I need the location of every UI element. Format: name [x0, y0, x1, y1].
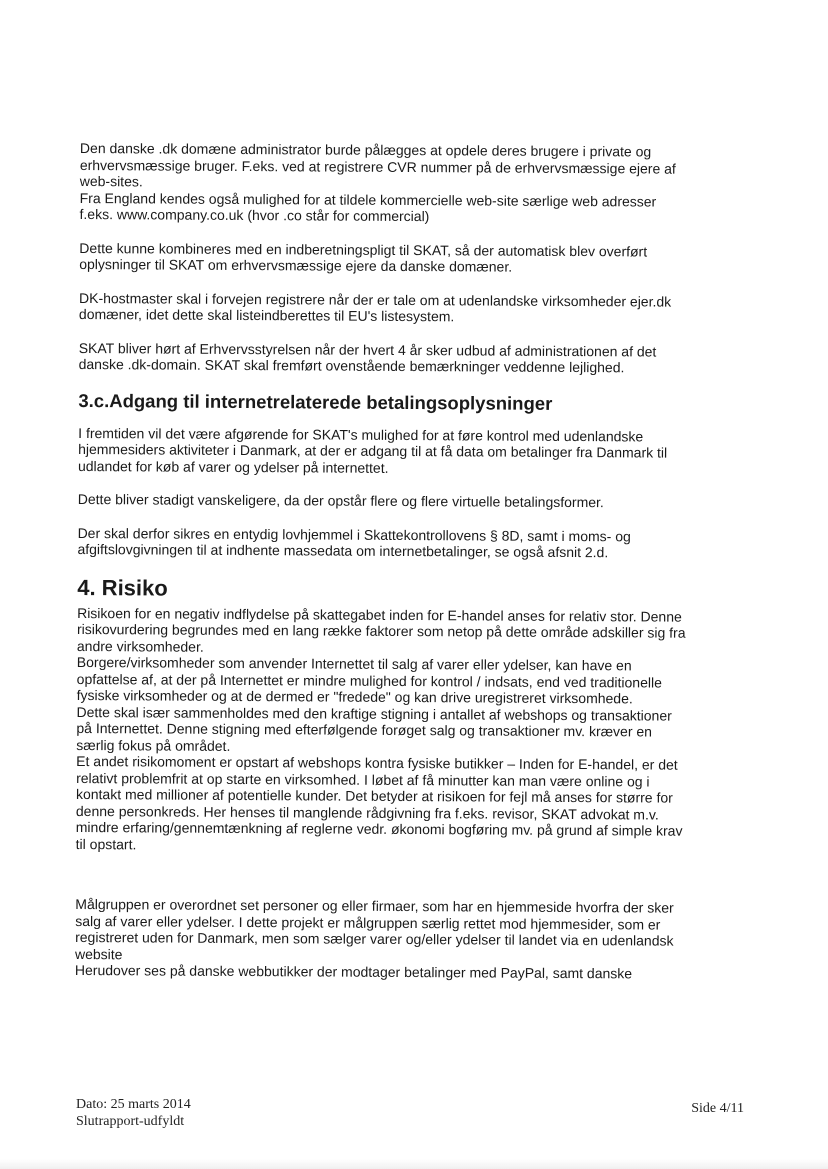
- section-heading-4-risiko: 4. Risiko: [77, 574, 168, 601]
- paragraph-legal-basis: [77, 524, 737, 561]
- paragraph-target-group: [75, 896, 735, 983]
- text-line: SKAT bliver hørt af Erhvervsstyrelsen når der hvert 4 år sker udbud af administrationen af det: [78, 339, 657, 360]
- text-line: Herudover ses på danske webbutikker der modtager betalinger med PayPal, samt danske: [74, 961, 633, 982]
- text-line: fysiske virksomheder og at de dermed er "fredede" og kan drive uregistreret virksomhede.: [76, 686, 633, 707]
- text-line: hjemmesiders aktiviteter i Danmark, at der er adgang til at få data om betalinger fra Danmark til: [78, 440, 668, 461]
- text-line: salg af varer eller ydelser. I dette projekt er målgruppen særlig rettet mod hjemmesider, som er: [75, 912, 661, 933]
- text-line: Målgruppen er overordnet set personer og eller firmaer, som har en hjemmeside hvorfra der sker: [75, 895, 674, 916]
- text-line: Dette kunne kombineres med en indberetningspligt til SKAT, så der automatisk blev overført: [79, 239, 648, 259]
- paragraph-dk-hostmaster: [79, 289, 739, 326]
- text-line: web-sites.: [79, 172, 143, 190]
- paragraph-dk-domain-administrator: [79, 140, 739, 227]
- text-line: særlig fokus på området.: [76, 736, 231, 754]
- text-line: I fremtiden vil det være afgørende for SKAT's mulighed for at føre kontrol med udenlandske: [78, 424, 644, 444]
- text-line: kontakt med millioner af potentielle kunder. Det betyder at risikoen for fejl må anses for større for: [75, 785, 673, 806]
- text-line: Den danske .dk domæne administrator burde pålægges at opdele deres brugere i private og: [79, 140, 652, 160]
- scan-edge-shadow: [0, 1159, 828, 1169]
- text-line: website: [74, 945, 123, 962]
- text-line: afgiftslovgivningen til at indhente massedata om internetbetalinger, se også afsnit 2.d.: [77, 540, 609, 561]
- section-heading-3c: 3.c.Adgang til internetrelaterede betalingsoplysninger: [78, 389, 553, 414]
- text-line: relativt problemfrit at op starte en virksomhed. I løbet af få minutter kan man være online og i: [76, 769, 650, 789]
- text-line: udlandet for køb af varer og ydelser på internettet.: [77, 457, 389, 476]
- text-line: DK-hostmaster skal i forvejen registrere når der er tale om at udenlandske virksomheder ejer.dk: [78, 289, 672, 310]
- text-line: risikovurdering begrundes med en lang række faktorer som netop på dette område adskiller sig fra: [76, 620, 686, 641]
- text-line: til opstart.: [75, 835, 137, 852]
- text-line: Der skal derfor sikres en entydig lovhjemmel i Skattekontrollovens § 8D, samt i moms- og: [77, 524, 631, 544]
- footer-date: Dato: 25 marts 2014: [76, 1097, 191, 1112]
- text-line: oplysninger til SKAT om erhvervsmæssige ejere da danske domæner.: [79, 255, 513, 275]
- page-footer-left: [76, 1096, 191, 1130]
- text-line: Dette bliver stadigt vanskeligere, da der opstår flere og flere virtuelle betalingsformer.: [77, 490, 604, 511]
- text-line: opfattelse af, at der på Internettet er mindre mulighed for kontrol / indsats, end ved traditionelle: [76, 670, 662, 691]
- text-line: domæner, idet dette skal listeindberettes til EU's listesystem.: [78, 305, 455, 325]
- text-line: andre virksomheder.: [76, 637, 204, 655]
- text-line: mindre erfaring/gennemtænkning af reglerne vedr. økonomi bogføring mv. på grund af simple krav: [75, 818, 683, 839]
- text-line: erhvervsmæssige bruger. F.eks. ved at registrere CVR nummer på de erhvervsmæssige ejere af: [79, 156, 676, 177]
- text-line: denne personkreds. Her henses til manglende rådgivning fra f.eks. revisor, SKAT advokat m.v.: [75, 802, 659, 823]
- text-line: f.eks. www.company.co.uk (hvor .co står for commercial): [79, 205, 430, 225]
- page-number: Side 4/11: [691, 1101, 744, 1116]
- text-line: registreret uden for Danmark, men som sælger varer og/eller ydelser til landet via en udenlandsk: [75, 928, 674, 949]
- paragraph-reporting-obligation: [79, 239, 739, 276]
- footer-report-name: Slutrapport-udfyldt: [76, 1114, 185, 1129]
- paragraph-payment-data-access: [78, 424, 738, 478]
- text-line: Risikoen for en negativ indflydelse på skattegabet inden for E-handel anses for relativ stor. Denne: [77, 604, 682, 625]
- document-body: [75, 140, 740, 1000]
- text-line: Dette skal især sammenholdes med den kraftige stigning i antallet af webshops og transaktioner: [76, 703, 672, 724]
- paragraph-virtual-payment-forms: [78, 491, 738, 512]
- text-line: Borgere/virksomheder som anvender Internettet til salg af varer eller ydelser, kan have en: [76, 653, 632, 674]
- blank-space: [75, 869, 735, 900]
- text-line: Fra England kendes også mulighed for at tildele kommercielle web-site særlige web adresser: [79, 189, 657, 210]
- text-line: Et andet risikomoment er opstart af webshops kontra fysiske butikker – Inden for E-handel, er det: [76, 752, 678, 773]
- text-line: på Internettet. Denne stigning med efterfølgende forøget salg og transaktioner mv. kræver en: [76, 719, 653, 740]
- paragraph-erhvervsstyrelsen: [79, 339, 739, 376]
- text-line: danske .dk-domain. SKAT skal fremført ovenstående bemærkninger veddenne lejlighed.: [78, 355, 625, 376]
- paragraph-risk-assessment: [76, 604, 737, 856]
